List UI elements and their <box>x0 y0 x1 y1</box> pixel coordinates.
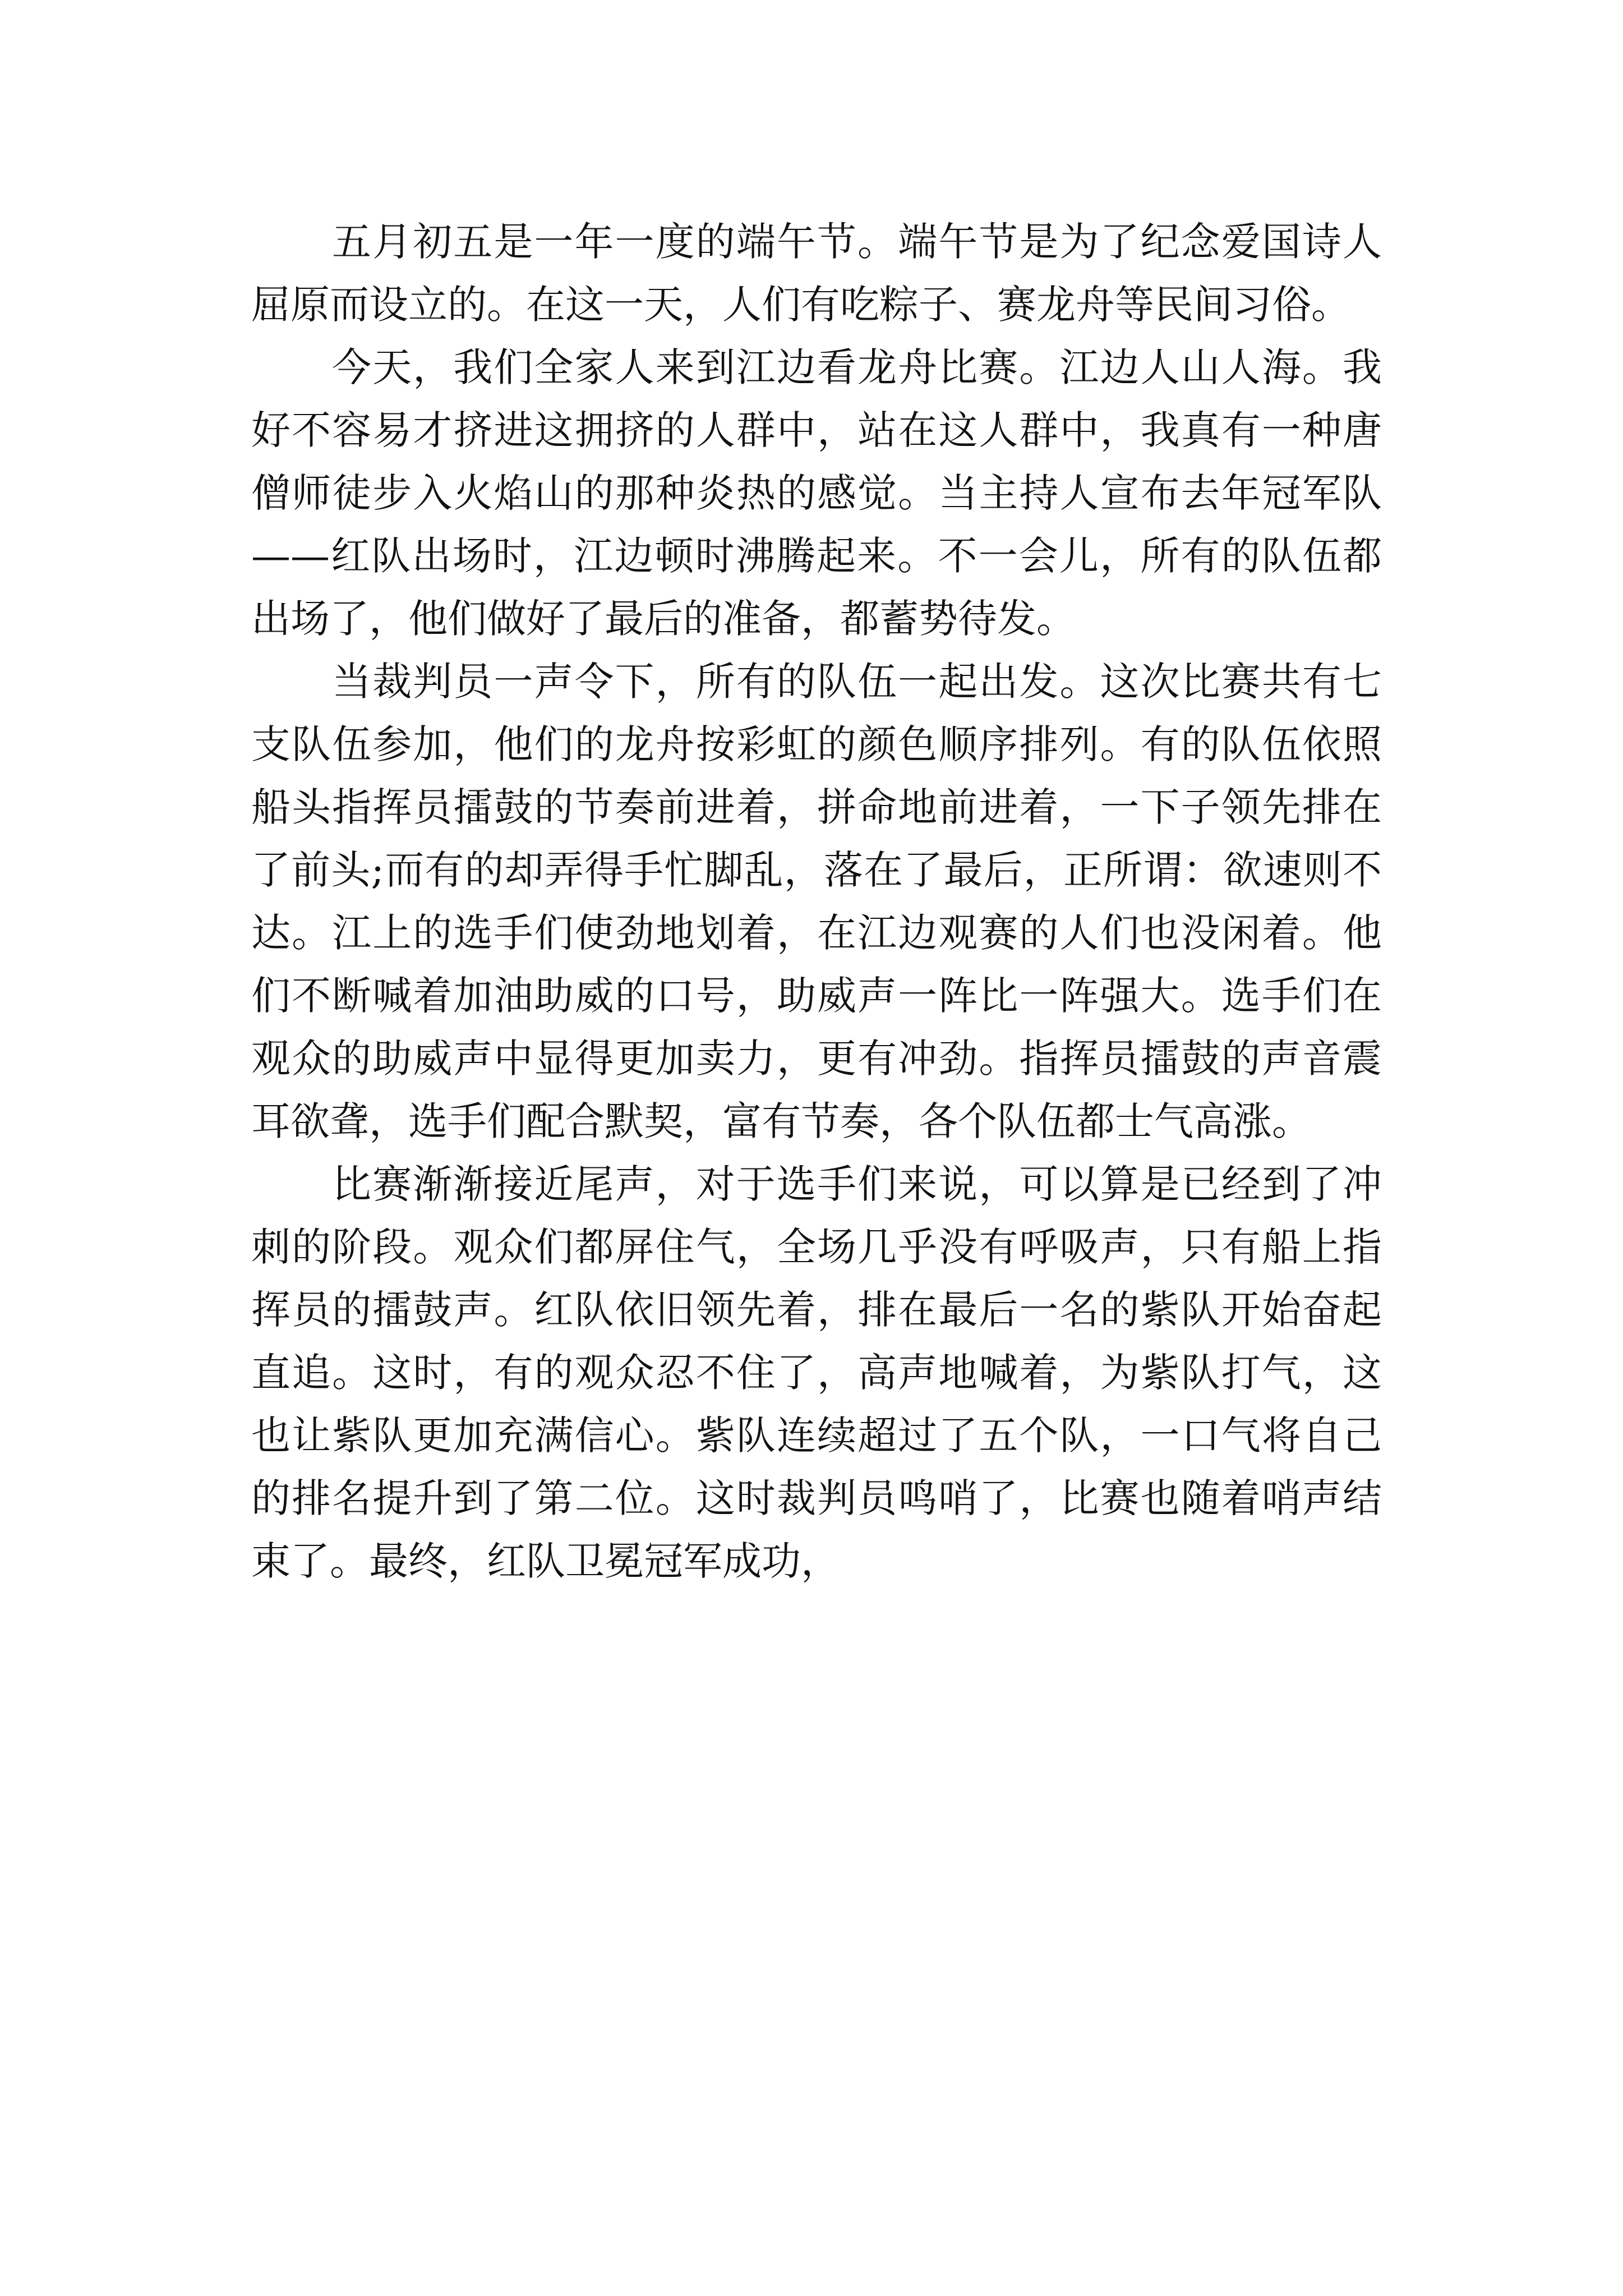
paragraph-2: 今天，我们全家人来到江边看龙舟比赛。江边人山人海。我好不容易才挤进这拥挤的人群中，站在这人群中，我真有一种唐僧师徒步入火焰山的那种炎热的感觉。当主持人宣布去年冠军队——红队出场时，江边顿时沸腾起来。不一会儿，所有的队伍都出场了，他们做好了最后的准备，都蓄势待发。 <box>251 344 1382 642</box>
paragraph-3: 当裁判员一声令下，所有的队伍一起出发。这次比赛共有七支队伍参加，他们的龙舟按彩虹的颜色顺序排列。有的队伍依照船头指挥员擂鼓的节奏前进着，拼命地前进着，一下子领先排在了前头;而有的却弄得手忙脚乱，落在了最后，正所谓：欲速则不达。江上的选手们使劲地划着，在江边观赛的人们也没闲着。他们不断喊着加油助威的口号，助威声一阵比一阵强大。选手们在观众的助威声中显得更加卖力，更有冲劲。指挥员擂鼓的声音震耳欲聋，选手们配合默契，富有节奏，各个队伍都士气高涨。 <box>251 659 1382 1144</box>
paragraph-1: 五月初五是一年一度的端午节。端午节是为了纪念爱国诗人屈原而设立的。在这一天，人们有吃粽子、赛龙舟等民间习俗。 <box>251 219 1382 328</box>
paragraph-4: 比赛渐渐接近尾声，对于选手们来说，可以算是已经到了冲刺的阶段。观众们都屏住气，全场几乎没有呼吸声，只有船上指挥员的擂鼓声。红队依旧领先着，排在最后一名的紫队开始奋起直追。这时，有的观众忍不住了，高声地喊着，为紫队打气，这也让紫队更加充满信心。紫队连续超过了五个队，一口气将自己的排名提升到了第二位。这时裁判员鸣哨了，比赛也随着哨声结束了。最终，红队卫冕冠军成功， <box>251 1161 1382 1584</box>
article-body <box>251 210 1382 1593</box>
